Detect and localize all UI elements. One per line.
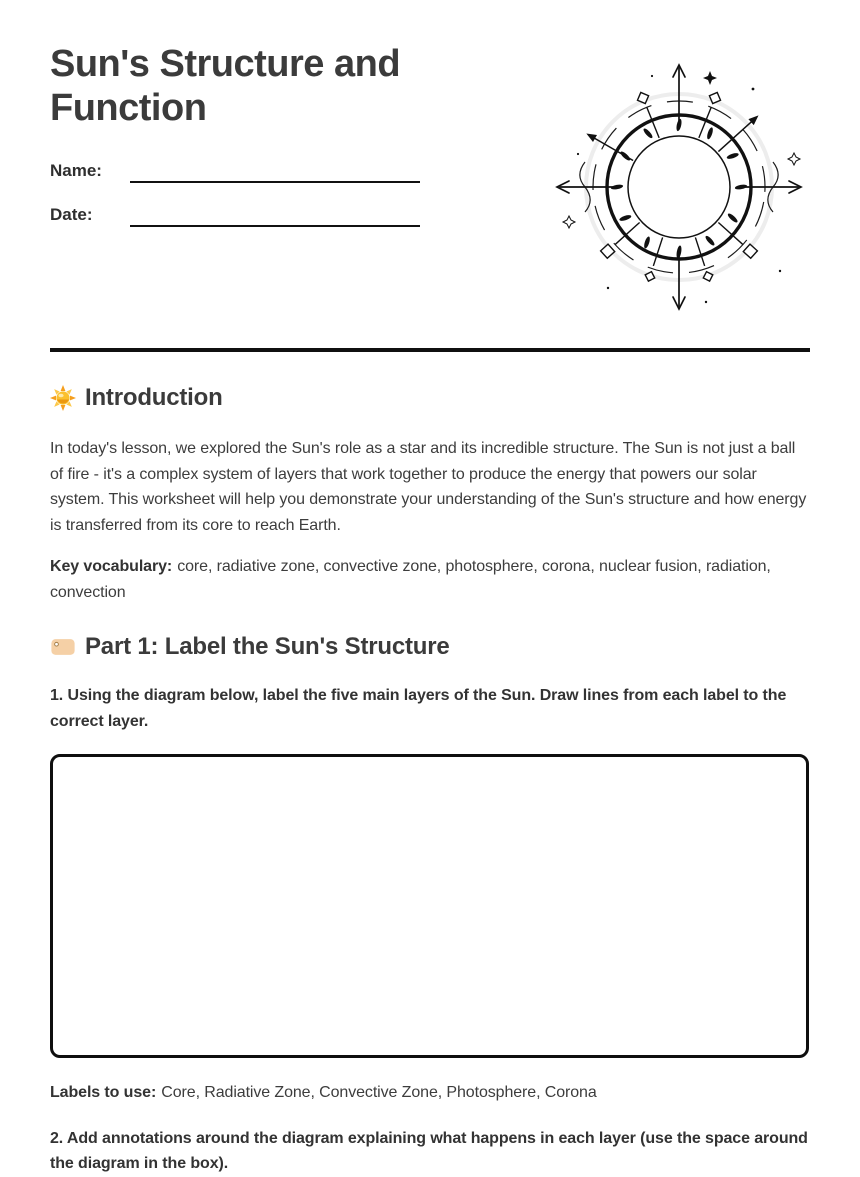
labels-to-use-line [50,1080,810,1106]
diagram-drawing-box [50,754,809,1058]
sun-line-art-illustration [548,56,810,318]
sun-line-art-svg [548,56,810,318]
name-input-line [130,159,420,183]
introduction-heading [50,382,810,414]
page-title: Sun's Structure and Function [50,43,401,130]
name-label: Name: [50,161,102,181]
label-tag-emoji-icon [50,634,76,660]
introduction-heading-text: Introduction [85,384,223,411]
date-field-row [50,203,490,227]
key-vocabulary-line [50,554,810,605]
date-label: Date: [50,205,93,225]
key-vocabulary-list: core, radiative zone, convective zone, photosphere, corona, nuclear fusion, radiation, convection [50,558,771,601]
part1-instruction-2: 2. Add annotations around the diagram explaining what happens in each layer (use the space around the diagram in the box). [50,1129,808,1172]
part1-heading [50,631,810,663]
worksheet-header [50,0,810,318]
labels-to-use-label: Labels to use: [50,1084,157,1101]
section-divider [50,348,810,352]
date-input-line [130,203,420,227]
part1-heading-text: Part 1: Label the Sun's Structure [85,633,450,660]
introduction-paragraph: In today's lesson, we explored the Sun's role as a star and its incredible structure. The Sun is not just a ball of fire - it's a complex system of layers that work together to produce the energy that powers our solar system. This worksheet will help you demonstrate your understanding of the Sun's structure and how energy is transferred from its core to reach Earth. [50,440,807,534]
name-field-row [50,159,490,183]
labels-to-use-list: Core, Radiative Zone, Convective Zone, Photosphere, Corona [161,1084,597,1101]
sun-emoji-icon [50,385,76,411]
header-left-column [50,0,490,227]
part1-instruction-1: 1. Using the diagram below, label the five main layers of the Sun. Draw lines from each label to the correct layer. [50,687,787,730]
key-vocabulary-label: Key vocabulary: [50,558,173,575]
